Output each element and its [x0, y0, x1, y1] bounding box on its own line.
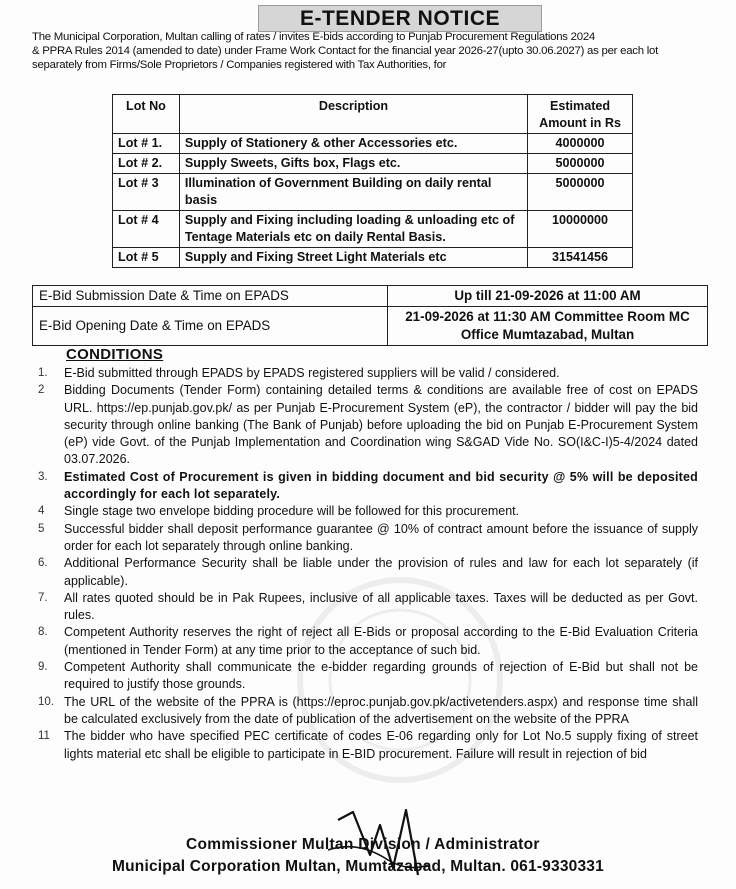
- signatory-office: Municipal Corporation Multan, Mumtazabad, Multan. 061-9330331: [112, 858, 604, 875]
- condition-text: Single stage two envelope bidding procedure will be followed for this procurement.: [64, 504, 520, 519]
- lot-number: Lot # 2.: [113, 154, 180, 174]
- condition-text: Competent Authority reserves the right of reject all E-Bids or proposal according to the E-Bid Evaluation Criteria (mentioned in Tender Form) at any time prior to the acceptance of such bid.: [64, 625, 698, 657]
- condition-item: [38, 590, 698, 625]
- condition-number: 5: [38, 522, 45, 535]
- opening-value: [388, 307, 708, 346]
- condition-item: [38, 521, 698, 556]
- table-row: [113, 174, 633, 211]
- lot-description: Supply Sweets, Gifts box, Flags etc.: [179, 154, 527, 174]
- conditions-heading: CONDITIONS: [66, 346, 164, 363]
- condition-text: Successful bidder shall deposit performance guarantee @ 10% of contract amount before the issuance of supply order for each lot separately through online banking.: [64, 521, 698, 553]
- condition-number: 8.: [38, 626, 48, 639]
- opening-value-line: 21-09-2026 at 11:30 AM Committee Room MC: [405, 309, 690, 324]
- lot-number: Lot # 5: [113, 248, 180, 268]
- condition-text: Additional Performance Security shall be liable under the provision of rules and law for each lot separately (if applicable).: [64, 556, 698, 588]
- signatory-title: Commissioner Multan Division / Administrator: [186, 836, 540, 853]
- lot-description: Supply and Fixing Street Light Materials etc: [179, 248, 527, 268]
- condition-number: 9.: [38, 661, 48, 674]
- condition-item: [38, 503, 698, 520]
- condition-item: [38, 624, 698, 659]
- submission-label: E-Bid Submission Date & Time on EPADS: [33, 286, 388, 307]
- lot-number: Lot # 3: [113, 174, 180, 211]
- table-row: [113, 134, 633, 154]
- condition-item: [38, 365, 698, 382]
- conditions-list: [38, 365, 698, 763]
- condition-text: Bidding Documents (Tender Form) containing detailed terms & conditions are available free of cost on EPADS URL. https://ep.punjab.gov.pk/ as per Punjab E-Procurement System (eP), the contractor / bidder will pay the bid security through online banking (The Bank of Punjab) before uploading the bid on Punjab E-Procurement System (eP) vide Govt. of the Punjab Implementation and Coordination wing S&GAD Vide No. SO(I&C-I)5-4/2024 dated 03.07.2026.: [64, 383, 698, 467]
- condition-item: [38, 728, 698, 763]
- header-amount: Estimated Amount in Rs: [528, 95, 633, 134]
- condition-item: [38, 555, 698, 590]
- notice-title: E-TENDER NOTICE: [299, 7, 500, 30]
- lot-amount: 4000000: [528, 134, 633, 154]
- lot-description: Illumination of Government Building on daily rental basis: [179, 174, 527, 211]
- condition-number: 6.: [38, 557, 48, 570]
- notice-title-box: [258, 5, 542, 32]
- opening-row: [33, 307, 708, 346]
- condition-number: 7.: [38, 591, 48, 604]
- opening-value-line: Office Mumtazabad, Multan: [460, 327, 635, 342]
- header-description: Description: [179, 95, 527, 134]
- lot-amount: 5000000: [528, 154, 633, 174]
- intro-line: & PPRA Rules 2014 (amended to date) under Frame Work Contact for the financial year 2026-27(upto 30.06.2027) as per each lot: [32, 45, 659, 57]
- condition-item: [38, 659, 698, 694]
- lot-description: Supply and Fixing including loading & unloading etc of Tentage Materials etc on daily Rental Basis.: [179, 211, 527, 248]
- header-lot-no: Lot No: [113, 95, 180, 134]
- table-row: [113, 154, 633, 174]
- condition-text: Estimated Cost of Procurement is given in bidding document and bid security @ 5% will be deposited accordingly for each lot separately.: [64, 469, 698, 502]
- condition-text: E-Bid submitted through EPADS by EPADS registered suppliers will be valid / considered.: [64, 366, 560, 380]
- lot-amount: 5000000: [528, 174, 633, 211]
- intro-paragraph: [32, 30, 698, 72]
- condition-number: 4: [38, 505, 45, 518]
- condition-text: Competent Authority shall communicate the e-bidder regarding grounds of rejection of E-Bid but shall not be required to justify those grounds.: [64, 660, 698, 692]
- bid-dates-table: [32, 285, 708, 346]
- lot-amount: 31541456: [528, 248, 633, 268]
- lot-number: Lot # 4: [113, 211, 180, 248]
- lot-description: Supply of Stationery & other Accessories etc.: [179, 134, 527, 154]
- condition-item: [38, 382, 698, 468]
- table-row: [113, 211, 633, 248]
- condition-number: 1.: [38, 367, 48, 379]
- table-row: [113, 248, 633, 268]
- condition-text: All rates quoted should be in Pak Rupees, inclusive of all applicable taxes. Taxes will be deducted as per Govt. rules.: [64, 590, 698, 623]
- condition-number: 3.: [38, 470, 48, 483]
- intro-line: separately from Firms/Sole Proprietors / Companies registered with Tax Authorities, for: [32, 59, 447, 71]
- condition-number: 10.: [38, 695, 54, 708]
- condition-number: 11: [38, 730, 50, 743]
- condition-text: The URL of the website of the PPRA is (https://eproc.punjab.gov.pk/activetenders.aspx) and response time shall be calculated exclusively from the date of publication of the advertisement on the website of the PPRA: [64, 694, 698, 726]
- opening-label: E-Bid Opening Date & Time on EPADS: [33, 307, 388, 346]
- submission-value: Up till 21-09-2026 at 11:00 AM: [388, 286, 708, 307]
- intro-line: The Municipal Corporation, Multan calling of rates / invites E-bids according to Punjab Procurement Regulations 2024: [32, 31, 595, 43]
- condition-number: 2: [38, 384, 45, 397]
- condition-text: The bidder who have specified PEC certificate of codes E-06 regarding only for Lot No.5 supply fixing of street lights material etc shall be eligible to participate in E-BID procurement. Failure will result in rejection of bid: [64, 729, 698, 761]
- lot-amount: 10000000: [528, 211, 633, 248]
- submission-row: [33, 286, 708, 307]
- lots-table: [112, 94, 633, 268]
- condition-item: [38, 694, 698, 729]
- lot-number: Lot # 1.: [113, 134, 180, 154]
- lots-table-header: [113, 95, 633, 134]
- condition-item: [38, 469, 698, 504]
